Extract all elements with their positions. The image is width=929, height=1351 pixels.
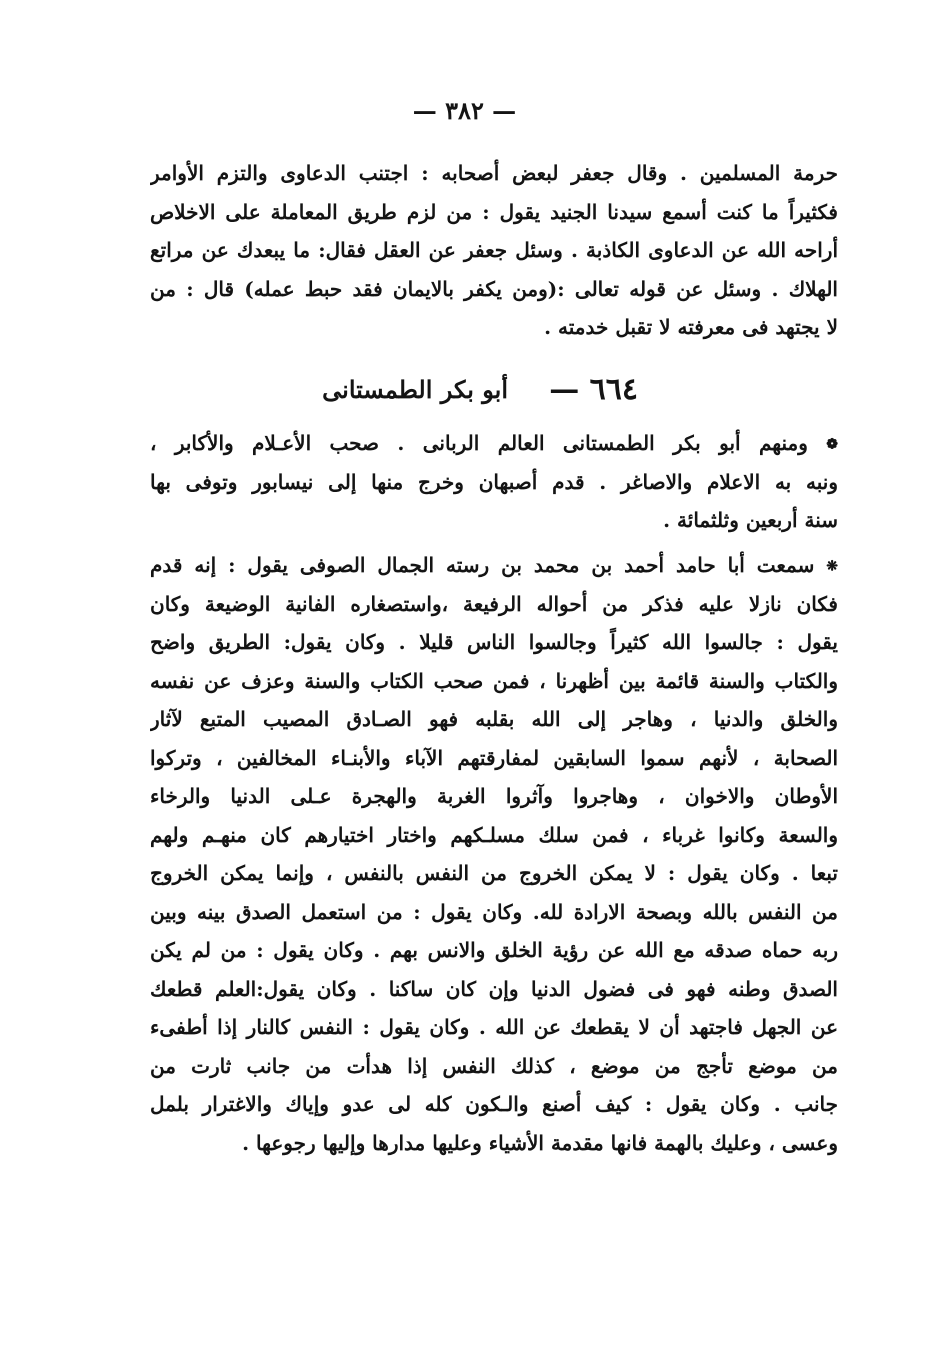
text-line: تبعا . وكان يقول : لا يمكن الخروج من النفس بالنفس ، وإنما يمكن الخروج — [150, 861, 838, 885]
text-line: الأوطان والاخوان ، وهاجروا وآثروا الغربة والهجرة عـلى الدنيا والرخاء — [150, 784, 838, 808]
text-line: سنة أربعين وثلثمائة . — [663, 508, 838, 532]
text-line: الصحابة ، لأنهم سموا السابقين لمفارقتهم الآباء والأبنـاء المخالفين ، وتركوا — [150, 745, 838, 770]
top-paragraph — [150, 154, 838, 347]
text-line: ربه حماه صدقه مع الله عن رؤية الخلق والانس بهم . وكان يقول : من لم يكن — [150, 938, 838, 962]
text-line: لا يجتهد فى معرفته لا تقبل خدمته . — [544, 315, 838, 339]
text-line: والسعة وكانوا غرباء ، فمن سلك مسلـكهم واختار اختيارهم كان منهـم ولهم — [150, 822, 838, 847]
paragraph-marker-icon: ❁ — [826, 436, 838, 453]
text-line: والكتاب والسنة قائمة بين أظهرنا ، فمن صحب الكتاب والسنة وعزف عن نفسه — [150, 668, 838, 693]
text-line: عن الجهل فاجتهد أن لا يقطعك عن الله . وكان يقول : النفس كالنار إذا أطفىء — [150, 1015, 838, 1039]
text-line-content: ومنهم أبو بكر الطمستانى العالم الربانى . صحب الأعـلام والأكابر ، — [150, 431, 808, 455]
entry-name: أبو بكر الطمستانى — [322, 375, 508, 404]
entry-number: ٦٦٤ — — [549, 372, 638, 407]
main-paragraph — [150, 546, 838, 1162]
bio-paragraph — [150, 424, 838, 540]
text-line: الصدق وطنه فهو فى فضول الدنيا وإن كان ساكنا . وكان يقول:العلم قطعك — [150, 976, 838, 1001]
text-line: يقول : جالسوا الله كثيراً وجالسوا الناس قليلا . وكان يقول: الطريق واضح — [150, 630, 838, 654]
text-line: من النفس بالله وبصحة الارادة لله. وكان يقول : من استعمل الصدق بينه وبين — [150, 899, 838, 924]
text-line: جانب . وكان يقول : كيف أصنع والـكون كله لى عدو وإياك والاغترار بلمل — [150, 1092, 838, 1116]
text-line: فكان نازلا عليه فذكر من أحواله الرفيعة ،واستصغاره الفانية الوضيعة وكان — [150, 591, 838, 616]
text-line: ونبه به الاعلام والاصاغر . قدم أصبهان وخرج منها إلى نيسابور وتوفى بها — [150, 469, 838, 494]
entry-heading — [150, 368, 838, 412]
page-number: — ٣٨٢ — — [412, 96, 517, 125]
paragraph-marker-icon: ❋ — [826, 558, 838, 575]
text-line: وعسى ، وعليك بالهمة فانها مقدمة الأشياء وعليها مدارها وإليها رجوعها . — [242, 1130, 838, 1155]
text-line: من موضع تأجج من موضع ، كذلك النفس إذا هدأت من جانب ثارت من — [150, 1053, 838, 1078]
text-line-content: سمعت أبا حامد أحمد بن محمد بن رسته الجمال الصوفى يقول : إنه قدم — [150, 553, 815, 577]
text-line: الهلاك . وسئل عن قوله تعالى :(ومن يكفر بالايمان فقد حبط عمله) قال : من — [150, 276, 838, 301]
text-line — [150, 546, 838, 585]
text-line: أراحه الله عن الدعاوى الكاذبة . وسئل جعفر عن العقل فقال: ما يبعدك عن مراتع — [150, 238, 838, 262]
text-line: فكثيراً ما كنت أسمع سيدنا الجنيد يقول : من لزم طريق المعاملة على الاخلاص — [150, 199, 838, 224]
text-line — [150, 424, 838, 463]
text-line: والخلق والدنيا ، وهاجر إلى الله بقلبه فهو الصـادق المصيب المتبع لآثار — [150, 707, 838, 731]
text-line: حرمة المسلمين . وقال جعفر لبعض أصحابه : اجتنب الدعاوى والتزم الأوامر — [150, 161, 838, 185]
